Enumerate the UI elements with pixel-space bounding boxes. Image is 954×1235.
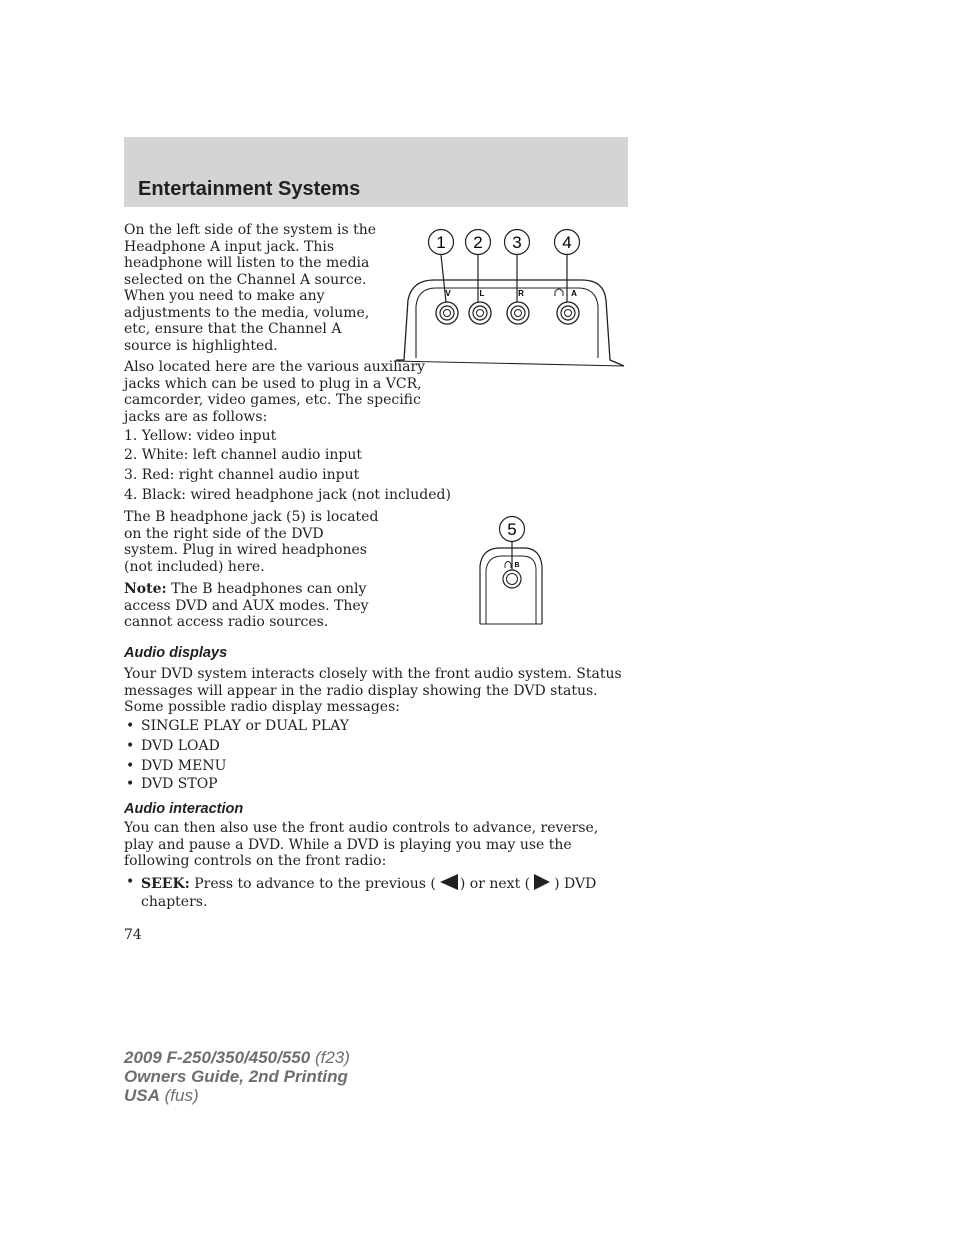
- jack-r: [507, 302, 529, 324]
- jack-label-b: B: [514, 562, 520, 569]
- display-message-item: SINGLE PLAY or DUAL PLAY: [141, 718, 349, 734]
- b-jack-figure: [474, 514, 548, 628]
- jack-list-item: 4. Black: wired headphone jack (not included): [124, 487, 451, 503]
- jack-label-v: V: [445, 289, 451, 298]
- footer-market: USA: [124, 1086, 160, 1105]
- audio-interaction-paragraph: You can then also use the front audio controls to advance, reverse, play and pause a DVD. While a DVD is playing you may use the following controls on the front radio:: [124, 820, 599, 869]
- bullet-glyph: •: [126, 874, 135, 890]
- jack-list-item: 1. Yellow: video input: [124, 428, 277, 444]
- seek-item: [141, 874, 596, 893]
- document-footer: [124, 1048, 350, 1105]
- display-message-item: DVD STOP: [141, 776, 218, 792]
- headphone-icon: [505, 562, 511, 569]
- next-arrow-icon: [530, 874, 554, 890]
- footer-market-code: (fus): [159, 1086, 199, 1105]
- callout-2: [466, 230, 491, 313]
- jack-list-item: 2. White: left channel audio input: [124, 447, 363, 463]
- seek-item-continued: chapters.: [141, 894, 208, 910]
- seek-text-3: ) DVD: [554, 876, 597, 892]
- callout-2-label: 2: [473, 233, 483, 252]
- note-text: The B headphones can only access DVD and AUX modes. They cannot access radio sources.: [124, 581, 369, 630]
- callout-3: [505, 230, 530, 313]
- section-title: Entertainment Systems: [138, 178, 361, 200]
- seek-text-2: ) or next (: [459, 876, 531, 892]
- jack-b: [503, 570, 521, 588]
- jack-v: [436, 302, 458, 324]
- callout-4: [555, 230, 580, 313]
- footer-line-3: [124, 1086, 350, 1105]
- jack-l: [469, 302, 491, 324]
- jack-list-item: 3. Red: right channel audio input: [124, 467, 360, 483]
- callout-5: [500, 517, 525, 542]
- audio-displays-heading: Audio displays: [124, 645, 228, 661]
- jack-label-l: L: [479, 289, 485, 298]
- b-jack-paragraph: The B headphone jack (5) is located on the right side of the DVD system. Plug in wired headphones (not included) here.: [124, 509, 379, 575]
- footer-line-1: [124, 1048, 350, 1067]
- display-message-item: DVD MENU: [141, 758, 227, 774]
- bullet-glyph: •: [126, 776, 135, 792]
- bullet-glyph: •: [126, 718, 135, 734]
- note-label: Note:: [124, 581, 167, 597]
- seek-text-1: Press to advance to the previous (: [189, 876, 436, 892]
- display-message-item: DVD LOAD: [141, 738, 220, 754]
- jack-panel-figure: [392, 224, 628, 370]
- jack-label-a: A: [571, 289, 577, 298]
- callout-1: [429, 230, 454, 313]
- callout-5-label: 5: [507, 520, 517, 539]
- audio-interaction-heading: Audio interaction: [124, 801, 244, 817]
- seek-label: SEEK:: [141, 876, 190, 892]
- callout-1-label: 1: [436, 233, 446, 252]
- intro-paragraph-2: Also located here are the various auxiliary jacks which can be used to plug in a VCR, camcorder, video games, etc. The specific jacks are as follows:: [124, 359, 426, 425]
- intro-paragraph-1: On the left side of the system is the Headphone A input jack. This headphone will listen to the media selected on the Channel A source. When you need to make any adjustments to the media, volume, etc, ensure that the Channel A source is highlighted.: [124, 222, 377, 354]
- footer-model-code: (f23): [310, 1048, 350, 1067]
- section-header-band: [124, 137, 628, 207]
- callout-4-label: 4: [562, 233, 572, 252]
- note-paragraph: [124, 581, 379, 631]
- jack-label-r: R: [518, 289, 524, 298]
- callout-3-label: 3: [512, 233, 522, 252]
- previous-arrow-icon: [436, 874, 460, 890]
- footer-line-2: Owners Guide, 2nd Printing: [124, 1067, 348, 1086]
- jack-a: [557, 302, 579, 324]
- bullet-glyph: •: [126, 738, 135, 754]
- audio-displays-paragraph: Your DVD system interacts closely with the front audio system. Status messages will appear in the radio display showing the DVD status. Some possible radio display messages:: [124, 666, 622, 715]
- footer-model: 2009 F-250/350/450/550: [124, 1048, 311, 1067]
- page-number: 74: [124, 927, 142, 943]
- bullet-glyph: •: [126, 758, 135, 774]
- headphone-icon: [555, 289, 563, 296]
